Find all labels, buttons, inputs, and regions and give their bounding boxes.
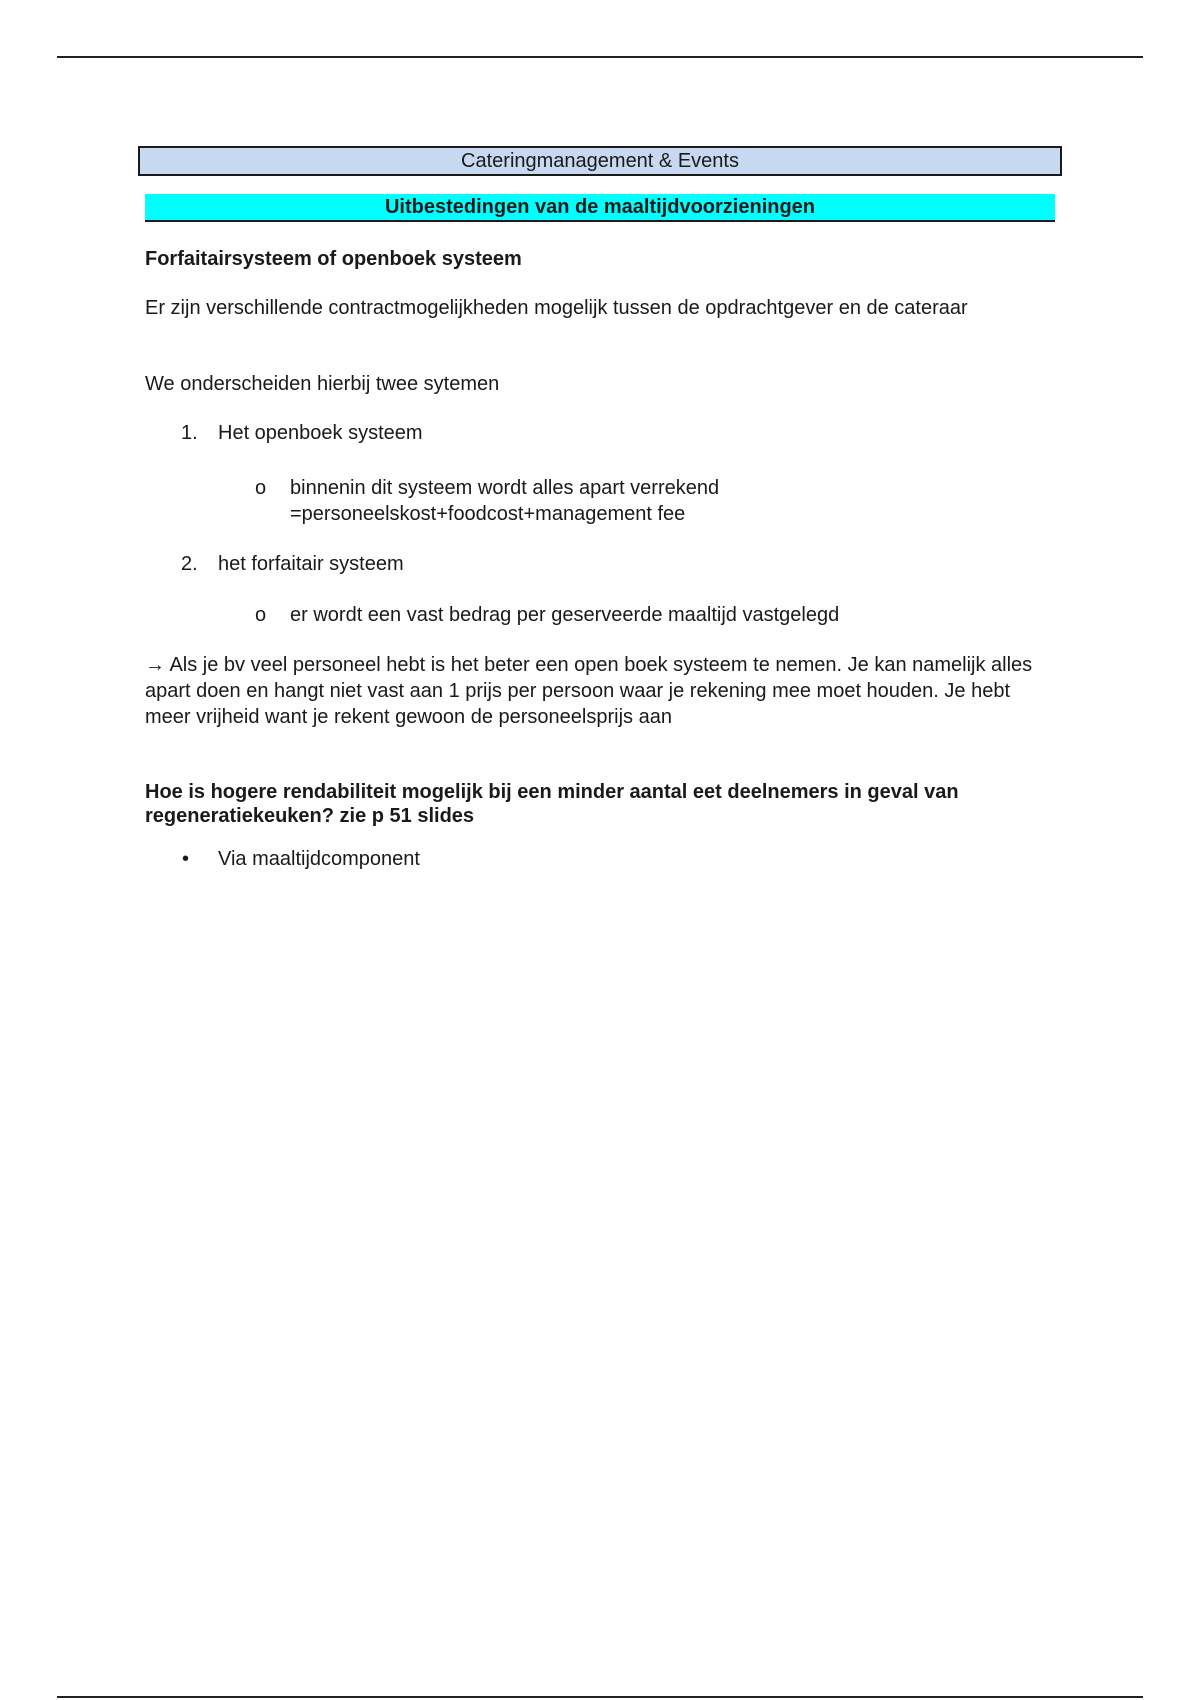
list-item-label: Het openboek systeem (218, 422, 423, 444)
subject-title: Uitbestedingen van de maaltijdvoorzieningen (384, 196, 816, 218)
lead-paragraph: We onderscheiden hierbij twee sytemen (145, 373, 500, 395)
sub-item-text (290, 475, 990, 527)
sub-item-line: binnenin dit systeem wordt alles apart verrekend (290, 477, 720, 499)
bottom-rule (57, 1696, 1143, 1698)
list-number: 2. (181, 553, 198, 575)
sub-item-text (290, 602, 1050, 628)
bullet-marker: • (182, 848, 190, 870)
intro-paragraph: Er zijn verschillende contractmogelijkheden mogelijk tussen de opdrachtgever en de cateraar (145, 297, 968, 319)
subject-bar (145, 194, 1055, 222)
sub-item-line: =personeelskost+foodcost+management fee (290, 503, 686, 525)
sub-item-line: er wordt een vast bedrag per geserveerde maaltijd vastgelegd (290, 604, 840, 626)
section-heading-1: Forfaitairsysteem of openboek systeem (145, 248, 522, 270)
sub-bullet-marker: o (255, 604, 267, 626)
top-rule (57, 56, 1143, 58)
sub-bullet-marker: o (255, 477, 267, 499)
section-heading-2: Hoe is hogere rendabiliteit mogelijk bij een minder aantal eet deelnemers in geval van regeneratiekeuken? zie p 51 slides (145, 781, 959, 827)
course-title-box (138, 146, 1062, 176)
list-item-label: het forfaitair systeem (218, 553, 404, 575)
conclusion-paragraph: → Als je bv veel personeel hebt is het beter een open boek systeem te nemen. Je kan namelijk alles apart doen en hangt niet vast aan 1 prijs per persoon waar je rekening mee moet houden. Je hebt meer vrijheid want je rekent gewoon de personeelsprijs aan (145, 654, 1033, 728)
course-title: Cateringmanagement & Events (461, 150, 739, 172)
bullet-item-text: Via maaltijdcomponent (218, 848, 420, 870)
list-number: 1. (181, 422, 198, 444)
